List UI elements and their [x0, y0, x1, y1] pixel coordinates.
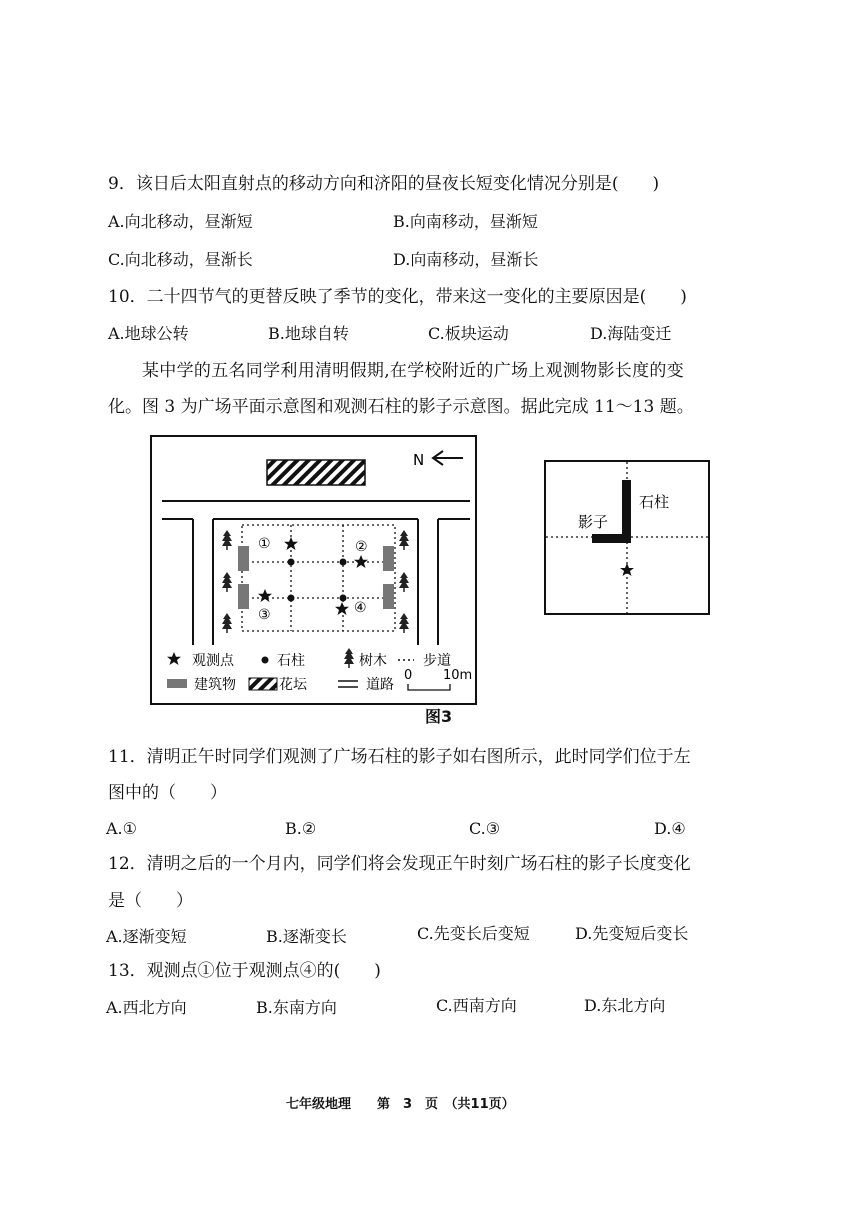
- q12-option-c[interactable]: C.先变长后变短: [417, 924, 530, 943]
- q11-option-a[interactable]: A.①: [106, 819, 137, 838]
- q11-option-c[interactable]: C.③: [469, 819, 501, 838]
- q11-option-b[interactable]: B.②: [285, 819, 317, 838]
- point-label-1: ①: [258, 536, 271, 552]
- scale-zero: 0: [404, 668, 413, 683]
- legend-pillar-icon: [262, 657, 269, 664]
- q13-option-a[interactable]: A.西北方向: [106, 998, 187, 1017]
- q9-option-d[interactable]: D.向南移动，昼渐长: [393, 250, 539, 269]
- legend-tree: 树木: [359, 653, 387, 669]
- pillar-shape: [622, 480, 631, 540]
- legend-building-icon: [167, 679, 187, 688]
- q9-option-a[interactable]: A.向北移动，昼渐短: [108, 212, 253, 231]
- legend-road: 道路: [366, 677, 394, 693]
- q10-option-c[interactable]: C.板块运动: [428, 324, 509, 343]
- legend-flower-bed-icon: [249, 678, 277, 690]
- q10-stem: 10．二十四节气的更替反映了季节的变化，带来这一变化的主要原因是( ): [108, 287, 687, 307]
- point-label-4: ④: [354, 600, 367, 616]
- q13-option-b[interactable]: B.东南方向: [256, 998, 337, 1017]
- inset-pillar-label: 石柱: [639, 493, 670, 511]
- scale-bar: [408, 684, 450, 690]
- q10-option-b[interactable]: B.地球自转: [268, 324, 349, 343]
- q9-stem: 9．该日后太阳直射点的移动方向和济阳的昼夜长短变化情况分别是( ): [108, 174, 660, 194]
- shadow-shape: [592, 534, 631, 543]
- q10-option-a[interactable]: A.地球公转: [108, 324, 189, 343]
- trees: [222, 530, 409, 633]
- point-label-3: ③: [258, 607, 271, 623]
- shadow-inset-figure: [544, 460, 711, 617]
- q9-option-b[interactable]: B.向南移动，昼渐短: [393, 212, 538, 231]
- q12-option-b[interactable]: B.逐渐变长: [266, 927, 347, 946]
- q11-stem-line-1: 11．清明正午时同学们观测了广场石柱的影子如右图所示，此时同学们位于左: [108, 747, 691, 767]
- q12-option-a[interactable]: A.逐渐变短: [106, 927, 187, 946]
- legend-star-icon: [167, 652, 181, 665]
- legend-tree-icon: [344, 648, 354, 668]
- legend-stone-pillar: 石柱: [277, 653, 305, 669]
- q12-option-d[interactable]: D.先变短后变长: [575, 924, 689, 943]
- intro-line-2: 化。图 3 为广场平面示意图和观测石柱的影子示意图。据此完成 11～13 题。: [108, 397, 694, 417]
- q9-option-c[interactable]: C.向北移动，昼渐长: [108, 250, 253, 269]
- legend-footpath: 步道: [423, 653, 451, 669]
- north-label: N: [413, 451, 425, 469]
- flower-bed: [267, 460, 365, 485]
- q10-option-d[interactable]: D.海陆变迁: [590, 324, 672, 343]
- stone-pillars: [288, 559, 347, 602]
- legend-building: 建筑物: [194, 677, 236, 693]
- observation-points: [258, 537, 368, 615]
- intro-line-1: 某中学的五名同学利用清明假期,在学校附近的广场上观测物影长度的变: [142, 361, 685, 381]
- q12-stem-line-2: 是（ ）: [108, 891, 193, 911]
- q13-option-c[interactable]: C.西南方向: [436, 996, 517, 1015]
- figure-caption: 图3: [425, 707, 453, 726]
- q13-option-d[interactable]: D.东北方向: [584, 996, 666, 1015]
- q11-stem-line-2: 图中的（ ）: [108, 783, 227, 803]
- legend-flower-bed: 花坛: [279, 677, 307, 693]
- plaza-plan-figure: [150, 435, 480, 707]
- q13-stem: 13．观测点①位于观测点④的( ): [108, 961, 381, 981]
- inset-shadow-label: 影子: [578, 513, 609, 531]
- q12-stem-line-1: 12．清明之后的一个月内，同学们将会发现正午时刻广场石柱的影子长度变化: [108, 854, 691, 874]
- legend-observation-point: 观测点: [192, 653, 234, 669]
- point-label-2: ②: [355, 539, 368, 555]
- q11-option-d[interactable]: D.④: [654, 819, 686, 838]
- scale-end: 10m: [443, 668, 473, 683]
- page-footer: 七年级地理 第 3 页 （共11页）: [286, 1097, 515, 1112]
